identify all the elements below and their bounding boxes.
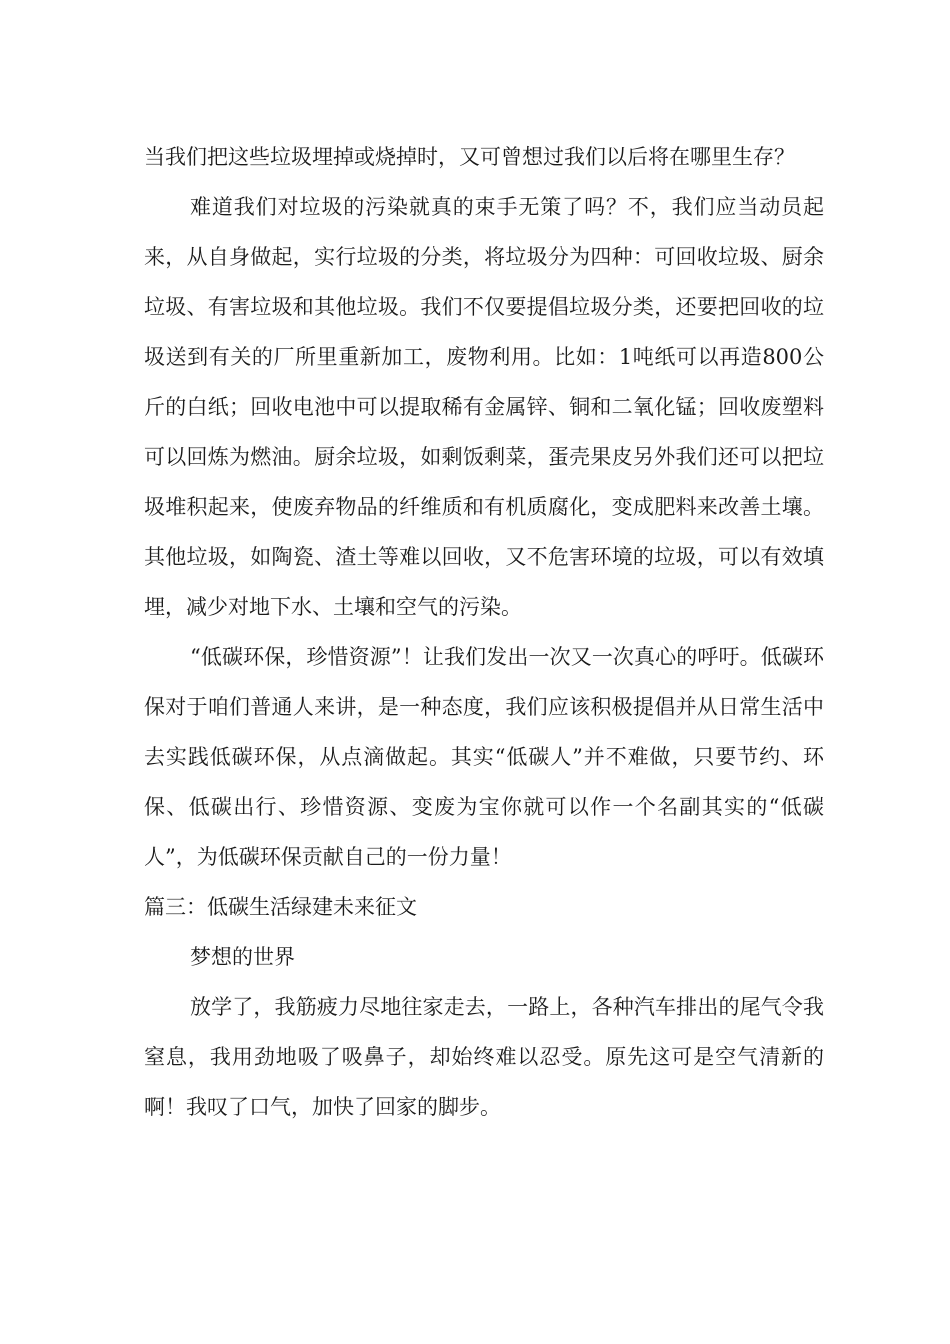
paragraph-after-school: 放学了，我筋疲力尽地往家走去，一路上，各种汽车排出的尾气令我窒息，我用劲地吸了吸鼻子，却始终难以忍受。原先这可是空气清新的啊！我叹了口气，加快了回家的脚步。 <box>144 995 824 1119</box>
section-heading: 篇三：低碳生活绿建未来征文 <box>144 895 417 919</box>
paragraph-low-carbon-call: “低碳环保，珍惜资源”！让我们发出一次又一次真心的呼吁。低碳环保对于咱们普通人来讲，是一种态度，我们应该积极提倡并从日常生活中去实践低碳环保，从点滴做起。其实“低碳人”并不难做，只要节约、环保、低碳出行、珍惜资源、变废为宝你就可以作一个名副其实的“低碳人”，为低碳环保贡献自己的一份力量！ <box>144 645 824 869</box>
paragraph-garbage-question: 当我们把这些垃圾埋掉或烧掉时，又可曾想过我们以后将在哪里生存？ <box>144 145 795 169</box>
paragraph-garbage-classification: 难道我们对垃圾的污染就真的束手无策了吗？不，我们应当动员起来，从自身做起，实行垃圾的分类，将垃圾分为四种：可回收垃圾、厨余垃圾、有害垃圾和其他垃圾。我们不仅要提倡垃圾分类，还要把回收的垃圾送到有关的厂所里重新加工，废物利用。比如：1吨纸可以再造800公斤的白纸；回收电池中可以提取稀有金属锌、铜和二氧化锰；回收废塑料可以回炼为燃油。厨余垃圾，如剩饭剩菜，蛋壳果皮另外我们还可以把垃圾堆积起来，使废弃物品的纤维质和有机质腐化，变成肥料来改善土壤。其他垃圾，如陶瓷、渣土等难以回收，又不危害环境的垃圾，可以有效填埋，减少对地下水、土壤和空气的污染。 <box>144 195 824 619</box>
document-body <box>144 132 824 1132</box>
essay-title: 梦想的世界 <box>190 945 295 969</box>
